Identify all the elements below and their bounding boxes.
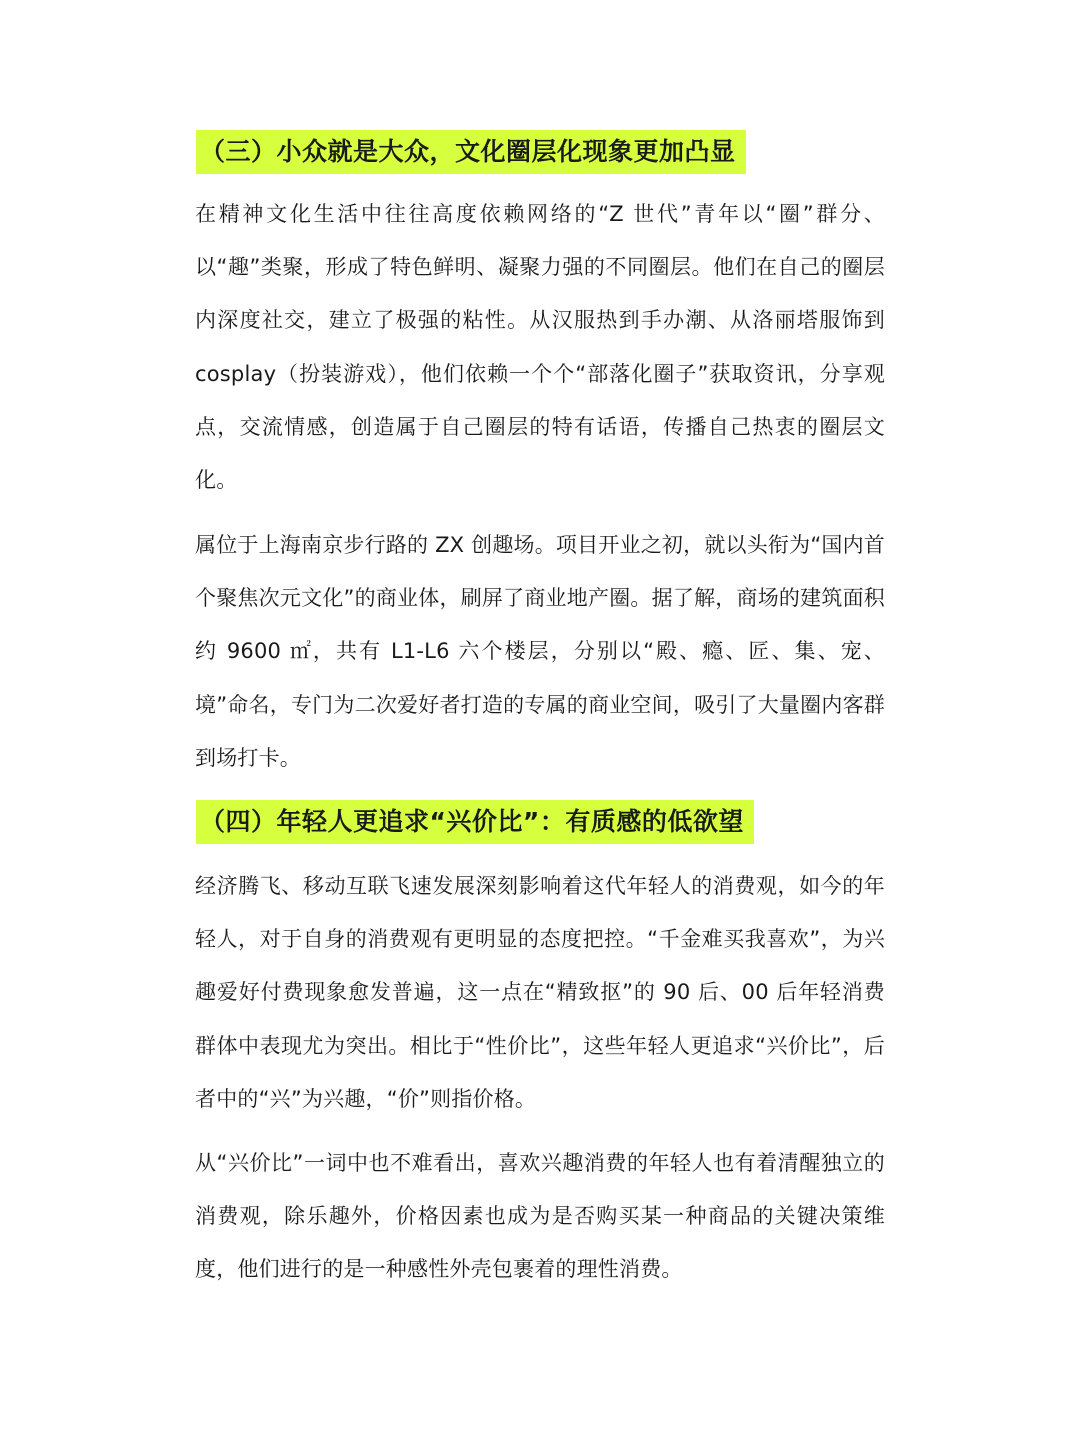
section-3-paragraph-1: 在精神文化生活中往往高度依赖网络的“Z 世代”青年以“圈”群分、以“趣”类聚，形成了特色鲜明、凝聚力强的不同圈层。他们在自己的圈层内深度社交，建立了极强的粘性。从汉服热到手办潮、从洛丽塔服饰到 cosplay（扮装游戏），他们依赖一个个“部落化圈子”获取资讯，分享观点，交流情感，创造属于自己圈层的特有话语，传播自己热衷的圈层文化。 [195, 202, 885, 493]
section-4-paragraph-2: 从“兴价比”一词中也不难看出，喜欢兴趣消费的年轻人也有着清醒独立的消费观，除乐趣外，价格因素也成为是否购买某一种商品的关键决策维度，他们进行的是一种感性外壳包裹着的理性消费。 [195, 1151, 885, 1282]
section-4-heading: （四）年轻人更追求“兴价比”：有质感的低欲望 [196, 800, 754, 844]
section-3-heading: （三）小众就是大众，文化圈层化现象更加凸显 [196, 130, 746, 174]
section-3-paragraph-2: 属位于上海南京步行路的 ZX 创趣场。项目开业之初，就以头衔为“国内首个聚焦次元文化”的商业体，刷屏了商业地产圈。据了解，商场的建筑面积约 9600 ㎡，共有 L1-L6 六个楼层，分别以“殿、瘾、匠、集、宠、境”命名，专门为二次爱好者打造的专属的商业空间，吸引了大量圈内客群到场打卡。 [195, 533, 885, 770]
section-4-paragraph-1: 经济腾飞、移动互联飞速发展深刻影响着这代年轻人的消费观，如今的年轻人，对于自身的消费观有更明显的态度把控。“千金难买我喜欢”，为兴趣爱好付费现象愈发普遍，这一点在“精致抠”的 90 后、00 后年轻消费群体中表现尤为突出。相比于“性价比”，这些年轻人更追求“兴价比”，后者中的“兴”为兴趣，“价”则指价格。 [195, 874, 885, 1111]
